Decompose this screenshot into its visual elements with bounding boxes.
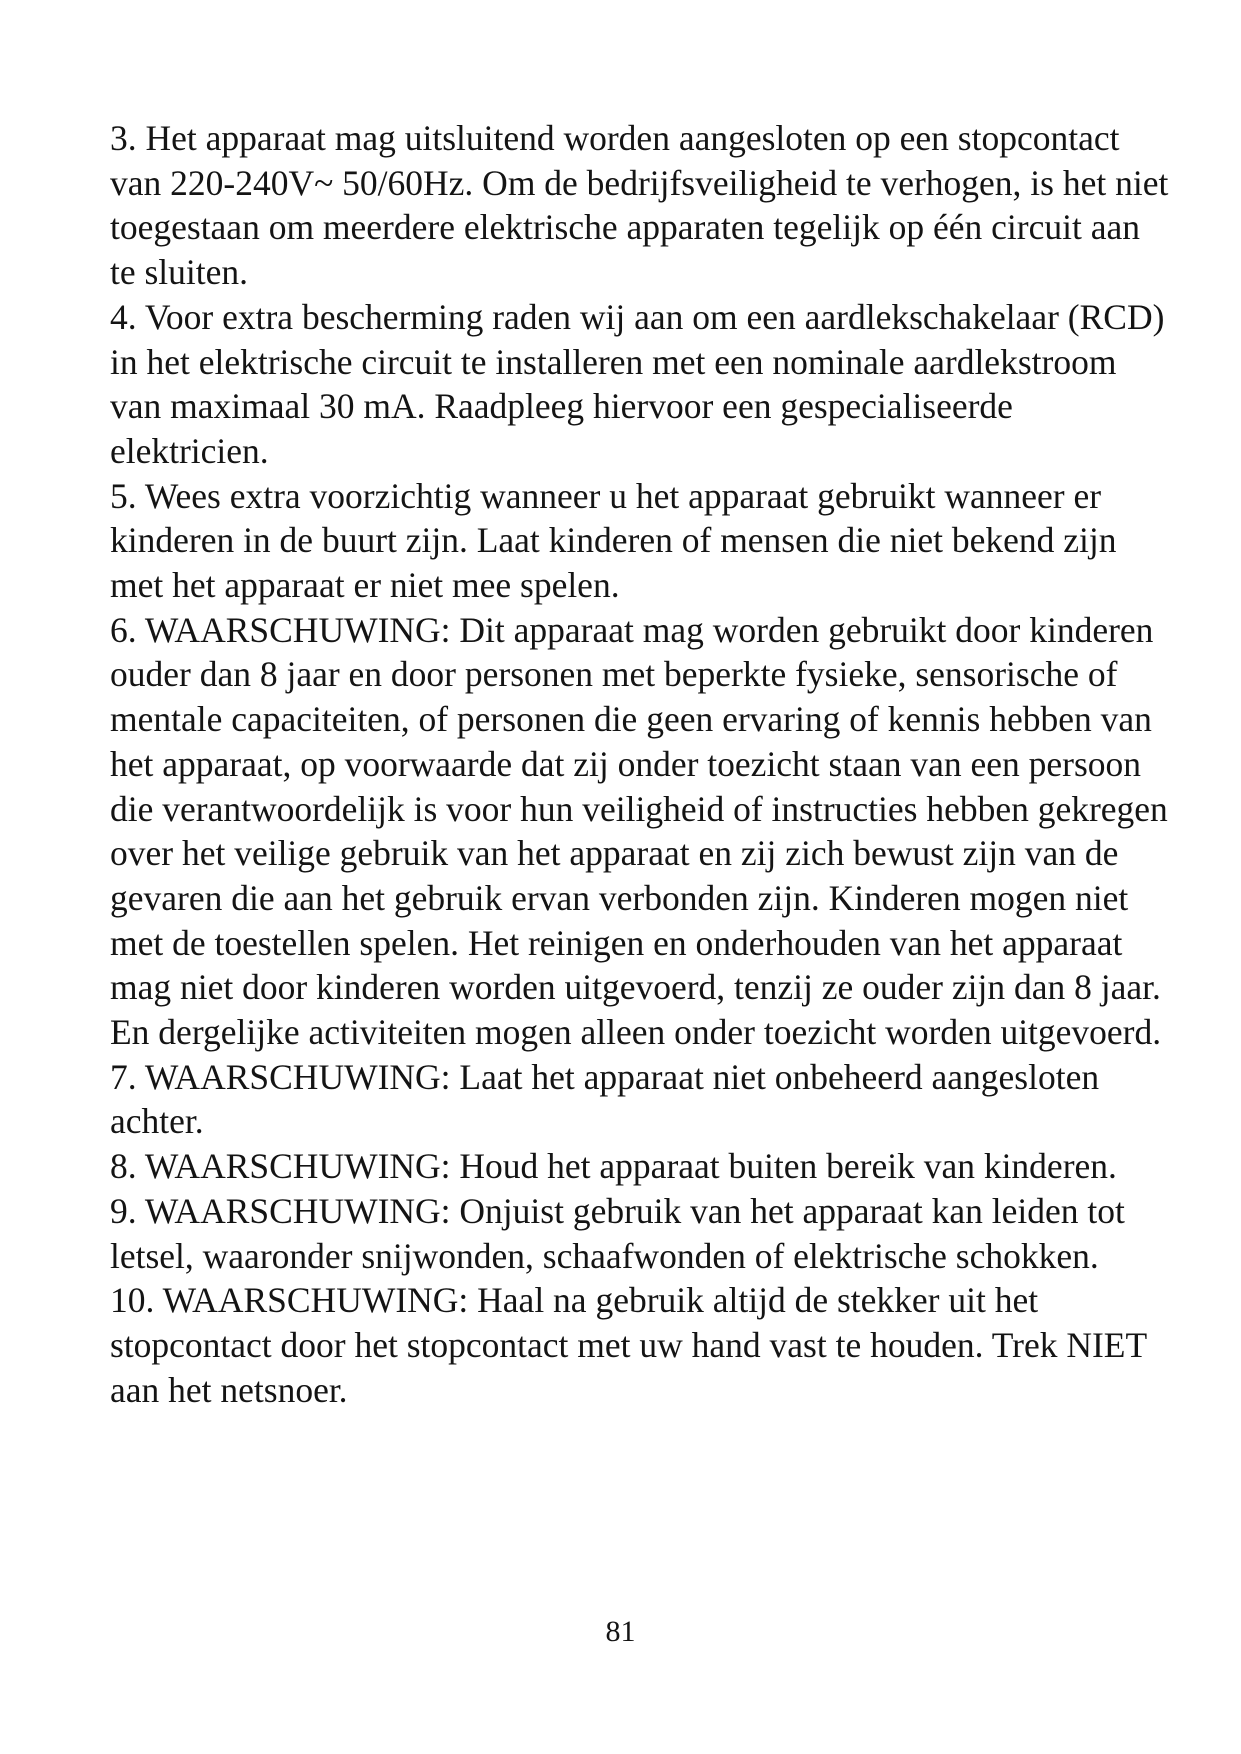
instruction-item-10: 10. WAARSCHUWING: Haal na gebruik altijd de stekker uit het stopcontact door het stopcontact met uw hand vast te houden. Trek NIET aan het netsnoer. [110,1280,1147,1410]
page-number: 81 [605,1615,636,1648]
instruction-item-9: 9. WAARSCHUWING: Onjuist gebruik van het apparaat kan leiden tot letsel, waaronder snijwonden, schaafwonden of elektrische schokken. [110,1190,1125,1276]
instruction-item-5: 5. Wees extra voorzichtig wanneer u het apparaat gebruikt wanneer er kinderen in de buurt zijn. Laat kinderen of mensen die niet bekend zijn met het apparaat er niet mee spelen. [110,475,1117,606]
instruction-item-6: 6. WAARSCHUWING: Dit apparaat mag worden gebruikt door kinderen ouder dan 8 jaar en door personen met beperkte fysieke, sensorische of mentale capaciteiten, of personen die geen ervaring of kennis hebben van het apparaat, op voorwaarde dat zij onder toezicht staan van een persoon die verantwoordelijk is voor hun veiligheid of instructies hebben gekregen over het veilige gebruik van het apparaat en zij zich bewust zijn van de gevaren die aan het gebruik ervan verbonden zijn. Kinderen mogen niet met de toestellen spelen. Het reinigen en onderhouden van het apparaat mag niet door kinderen worden uitgevoerd, tenzij ze ouder zijn dan 8 jaar. En dergelijke activiteiten mogen alleen onder toezicht worden uitgevoerd. [110,609,1168,1053]
instruction-item-4: 4. Voor extra bescherming raden wij aan om een aardlekschakelaar (RCD) in het elektrische circuit te installeren met een nominale aardlekstroom van maximaal 30 mA. Raadpleeg hiervoor een gespecialiseerde elektricien. [110,296,1165,471]
instruction-item-8: 8. WAARSCHUWING: Houd het apparaat buiten bereik van kinderen. [110,1146,1117,1187]
instruction-item-7: 7. WAARSCHUWING: Laat het apparaat niet onbeheerd aangesloten achter. [110,1056,1100,1142]
instruction-item-3: 3. Het apparaat mag uitsluitend worden aangesloten op een stopcontact van 220-240V~ 50/60Hz. Om de bedrijfsveiligheid te verhogen, is het niet toegestaan om meerdere elektrische apparaten tegelijk op één circuit aan te sluiten. [110,118,1169,293]
safety-instructions [110,116,1170,1412]
